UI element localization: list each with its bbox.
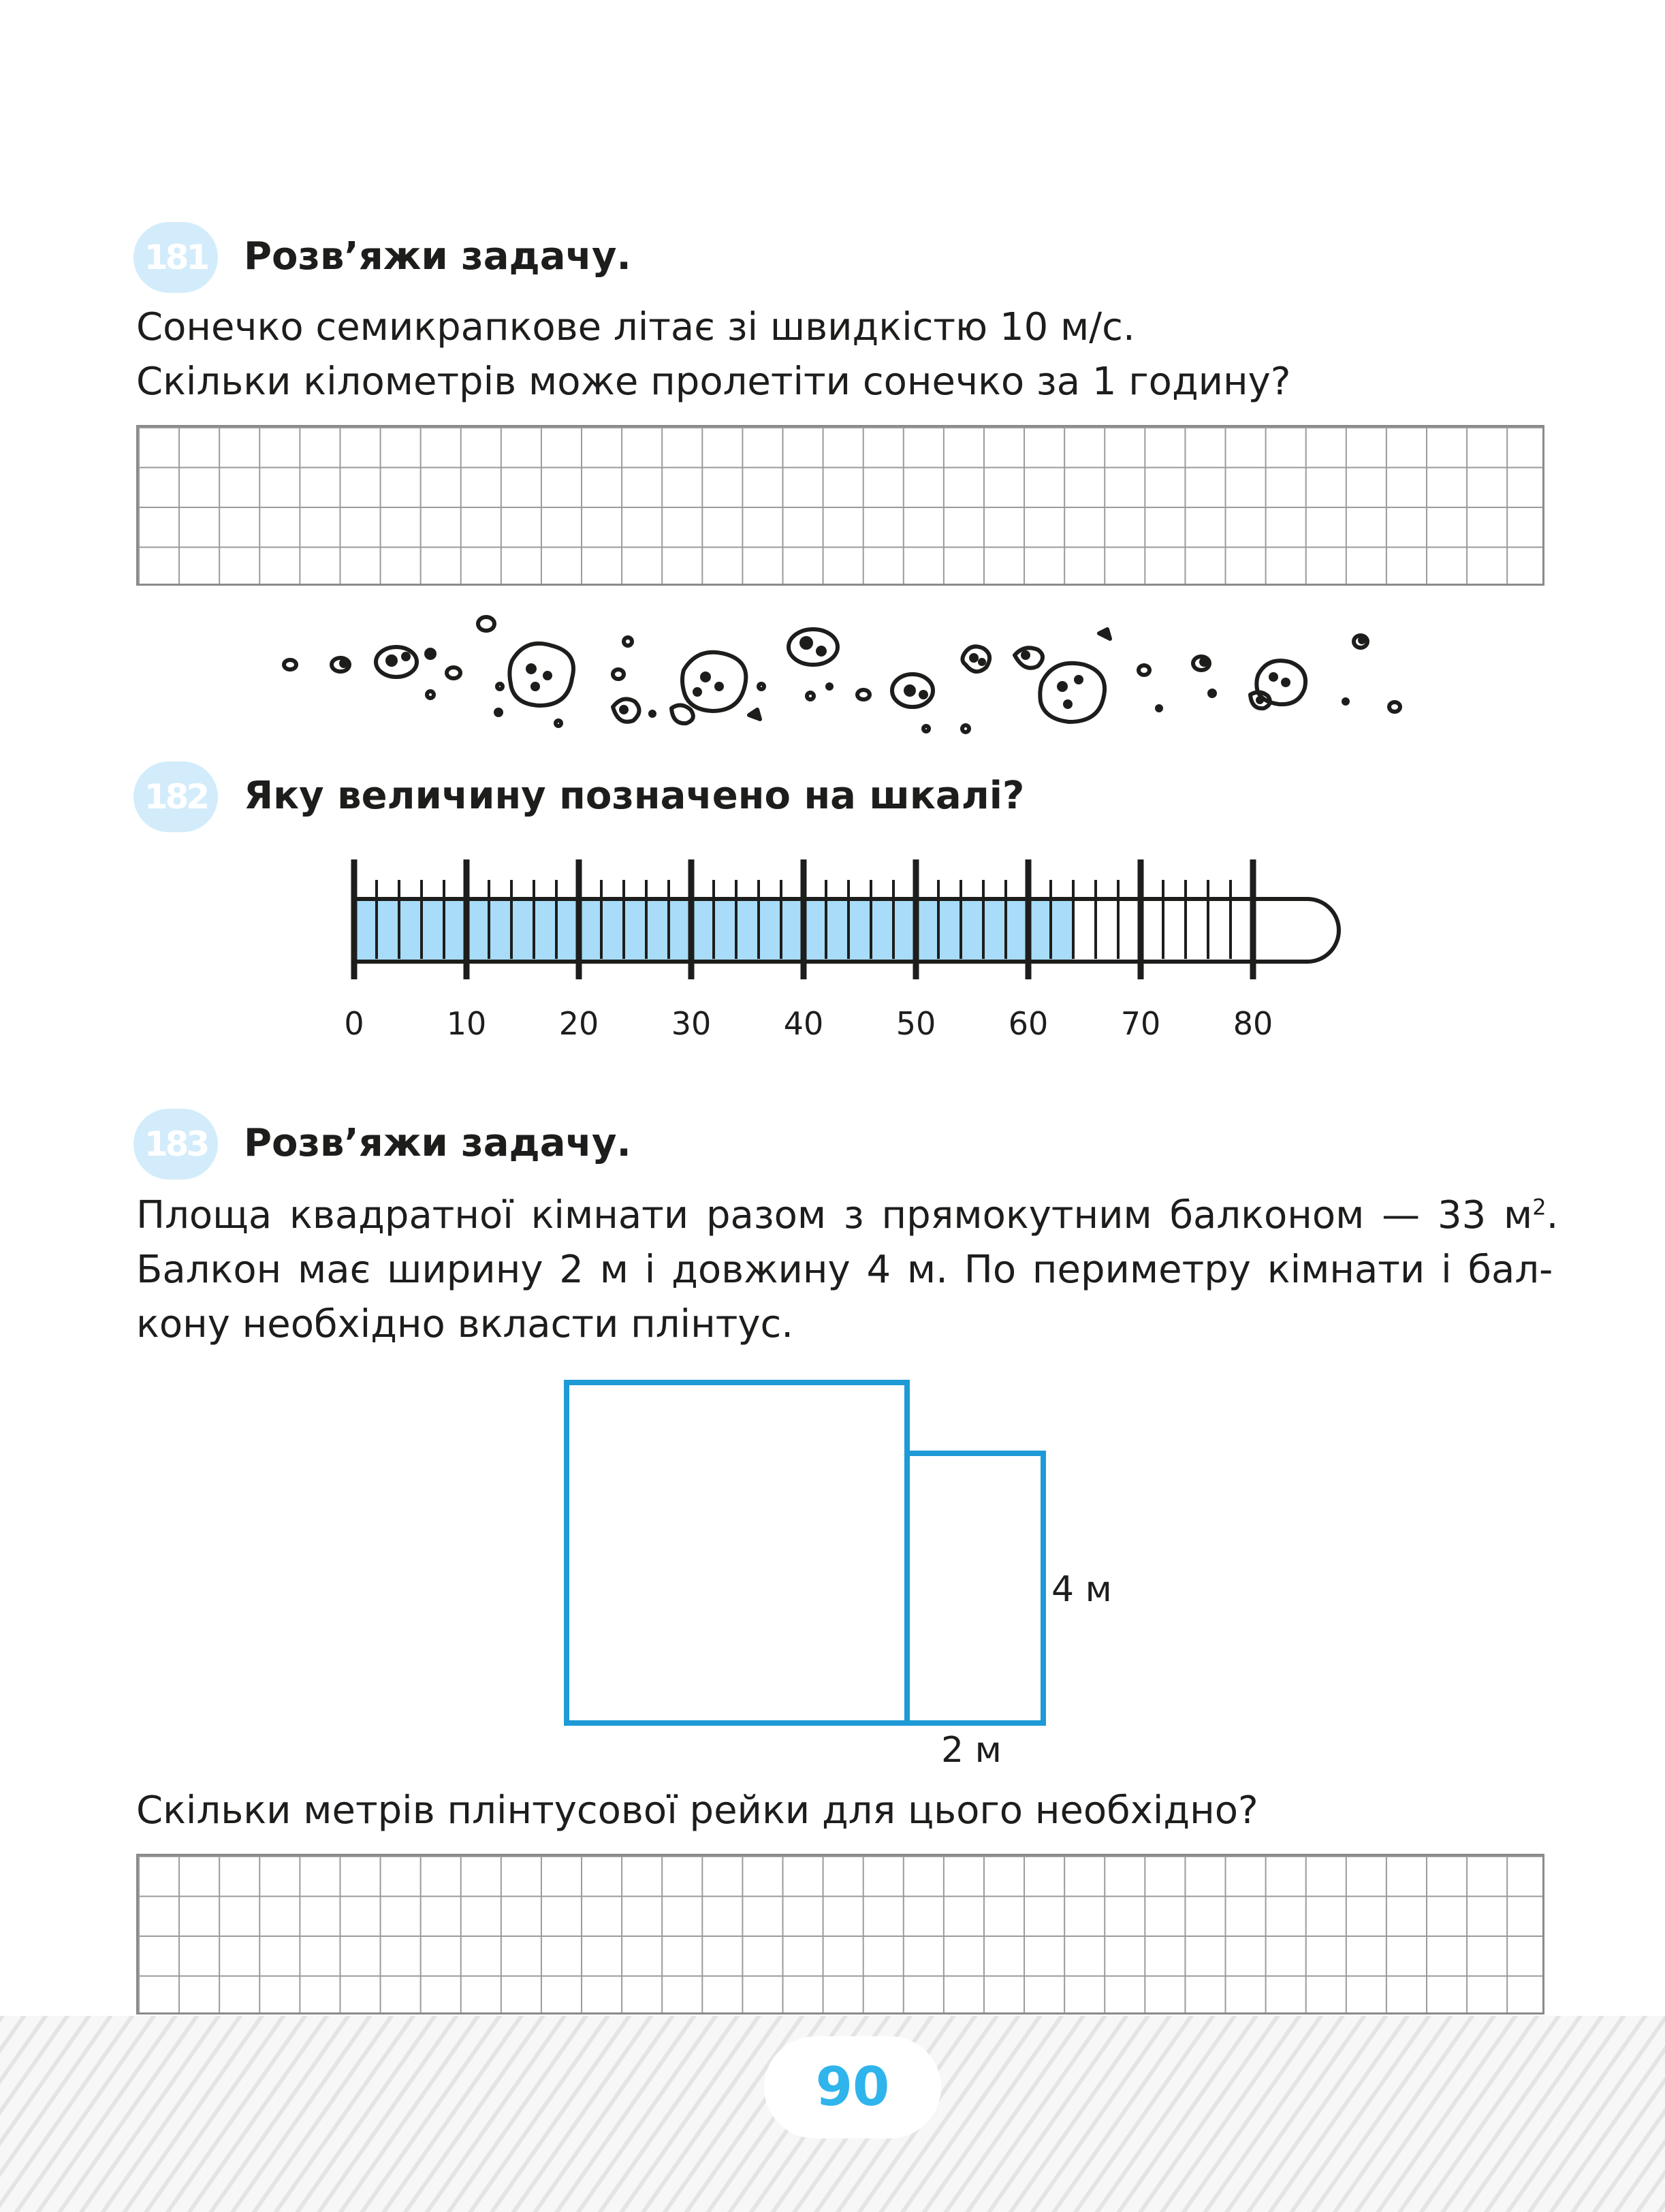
area-unit-superscript: 2 [1532, 1194, 1547, 1220]
task-181-text-line-1: Сонечко семикрапкове літає зі швидкістю 10 м/с. [136, 305, 1135, 349]
task-number-badge-182: 182 [133, 761, 218, 832]
task-183-text-line-3: кону необхідно вкласти плінтус. [136, 1302, 794, 1346]
answer-grid-181[interactable] [136, 425, 1544, 586]
scale-label-20: 20 [558, 1005, 599, 1042]
task-number-badge-183: 183 [133, 1109, 218, 1180]
page-number-badge [764, 2036, 941, 2138]
task-183-text-line-1-end: . [1546, 1193, 1559, 1237]
task-183-text-line-1 [136, 1193, 1558, 1237]
scale-label-40: 40 [783, 1005, 824, 1042]
scale-label-60: 60 [1008, 1005, 1049, 1042]
task-183-text-line-2: Балкон має ширину 2 м і довжину 4 м. По периметру кімнати і бал- [136, 1248, 1553, 1292]
task-182-heading: Яку величину позначено на шкалі? [244, 774, 1025, 818]
scale-label-50: 50 [895, 1005, 936, 1042]
balcony-width-label: 2 м [941, 1730, 1002, 1771]
answer-grid-183[interactable] [136, 1854, 1544, 2014]
measurement-scale [327, 858, 1362, 981]
rectangular-balcony [907, 1453, 1043, 1723]
task-183-question: Скільки метрів плінтусової рейки для цього необхідно? [136, 1788, 1258, 1833]
page-number: 90 [815, 2057, 890, 2118]
scale-label-0: 0 [344, 1005, 364, 1042]
scale-label-10: 10 [446, 1005, 487, 1042]
square-room [567, 1382, 907, 1723]
balcony-length-label: 4 м [1051, 1569, 1112, 1610]
task-number-badge-181: 181 [133, 222, 218, 293]
task-183-heading: Розв’яжи задачу. [244, 1121, 631, 1165]
decorative-spots-illustration [272, 606, 1416, 742]
task-181-heading: Розв’яжи задачу. [244, 234, 631, 279]
task-183-text-line-1-main: Площа квадратної кімнати разом з прямокутним балконом — 33 м [136, 1193, 1533, 1237]
scale-label-70: 70 [1120, 1005, 1161, 1042]
room-balcony-diagram [558, 1376, 1062, 1730]
scale-label-80: 80 [1233, 1005, 1273, 1042]
scale-label-30: 30 [671, 1005, 712, 1042]
task-181-text-line-2: Скільки кілометрів може пролетіти сонечко за 1 годину? [136, 360, 1291, 404]
